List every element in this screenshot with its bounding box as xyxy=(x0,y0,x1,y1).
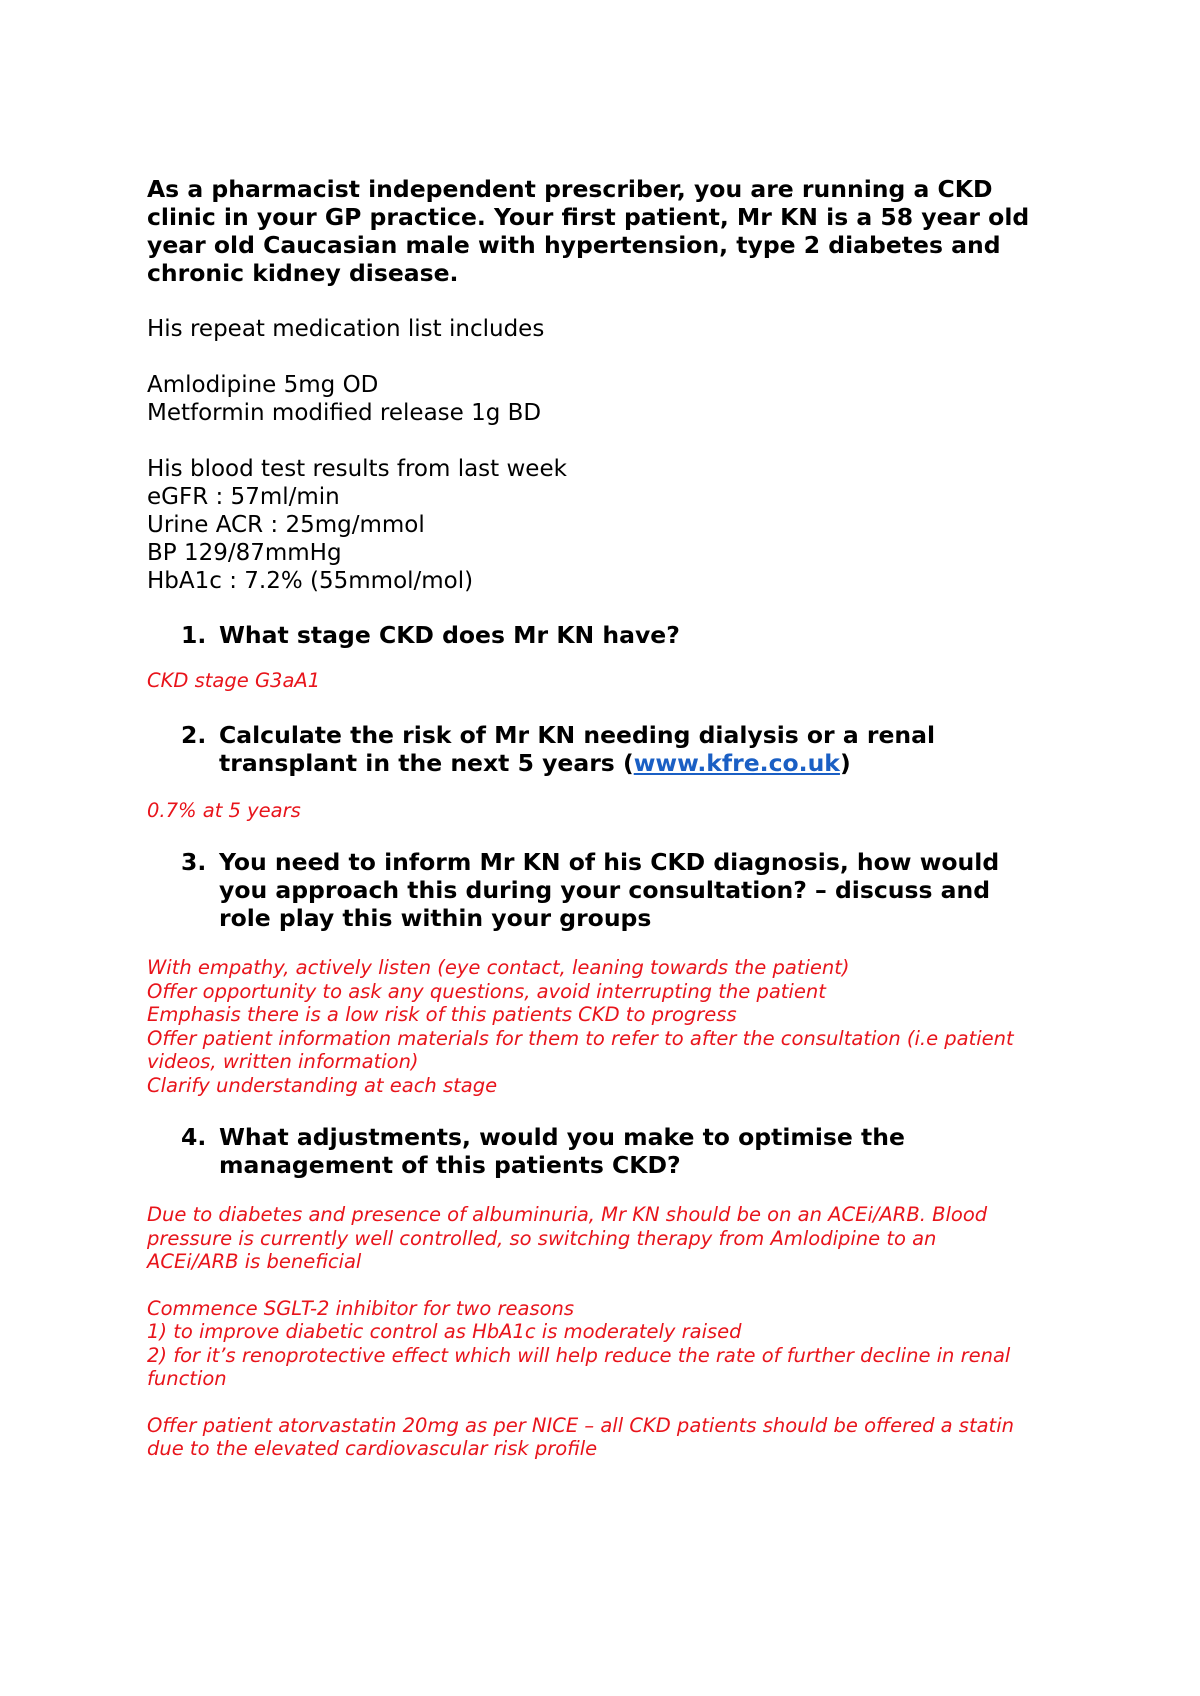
answer-3: With empathy, actively listen (eye contact, leaning towards the patient) Offer opportunity to ask any questions, avoid interrupting the patient Emphasis there is a low risk of this patients CKD to progress Offer patient information materials for them to refer to after the consultation (i.e patient videos, written information) Clarify understanding at each stage xyxy=(147,956,1014,1097)
medication-list xyxy=(147,371,1077,427)
answer-4-paragraph-3: Offer patient atorvastatin 20mg as per NICE – all CKD patients should be offered a statin due to the elevated cardiovascular risk profile xyxy=(147,1413,1014,1460)
question-text: management of this patients CKD? xyxy=(219,1151,681,1179)
question-text: What adjustments, would you make to optimise the xyxy=(219,1123,905,1151)
question-text: transplant in the next 5 years (www.kfre.co.uk) xyxy=(219,748,851,777)
medication-heading: His repeat medication list includes xyxy=(147,316,545,342)
medication-item: Amlodipine 5mg OD xyxy=(147,372,379,398)
answer-1: CKD stage G3aA1 xyxy=(147,669,321,692)
bloods-section xyxy=(147,455,1077,595)
question-number: 1. xyxy=(181,621,207,649)
blood-result: Urine ACR : 25mg/mmol xyxy=(147,512,425,538)
answer-2: 0.7% at 5 years xyxy=(147,798,301,822)
question-number: 4. xyxy=(181,1123,207,1151)
question-3 xyxy=(147,848,1077,932)
intro-paragraph xyxy=(147,175,1077,287)
question-2 xyxy=(147,721,1077,777)
question-text: you approach this during your consultation? – discuss and xyxy=(219,876,991,904)
question-text: You need to inform Mr KN of his CKD diagnosis, how would xyxy=(219,848,1000,876)
question-1 xyxy=(147,621,1077,649)
question-number: 2. xyxy=(181,720,207,749)
blood-result: HbA1c : 7.2% (55mmol/mol) xyxy=(147,568,474,594)
bloods-heading: His blood test results from last week xyxy=(147,456,567,482)
intro-line: clinic in your GP practice. Your first patient, Mr KN is a 58 year old xyxy=(147,203,1030,231)
document-page xyxy=(147,175,1077,1461)
kfre-link[interactable]: www.kfre.co.uk xyxy=(633,748,840,777)
intro-line: As a pharmacist independent prescriber, you are running a CKD xyxy=(147,175,993,203)
intro-line: chronic kidney disease. xyxy=(147,259,459,287)
question-text: What stage CKD does Mr KN have? xyxy=(219,621,680,649)
answer-4-paragraph-1: Due to diabetes and presence of albuminuria, Mr KN should be on an ACEi/ARB. Blood pressure is currently well controlled, so switching therapy from Amlodipine to an ACEi/ARB is beneficial xyxy=(147,1203,988,1273)
intro-line: year old Caucasian male with hypertension, type 2 diabetes and xyxy=(147,231,1001,259)
blood-result: eGFR : 57ml/min xyxy=(147,484,340,510)
question-4 xyxy=(147,1123,1077,1179)
answer-4-paragraph-2: Commence SGLT-2 inhibitor for two reasons 1) to improve diabetic control as HbA1c is moderately raised 2) for it’s renoprotective effect which will help reduce the rate of further decline in renal function xyxy=(147,1296,1011,1390)
question-number: 3. xyxy=(181,848,207,876)
question-text: Calculate the risk of Mr KN needing dialysis or a renal xyxy=(219,720,936,749)
medication-item: Metformin modified release 1g BD xyxy=(147,400,542,426)
question-text: role play this within your groups xyxy=(219,904,652,932)
blood-result: BP 129/87mmHg xyxy=(147,540,342,566)
